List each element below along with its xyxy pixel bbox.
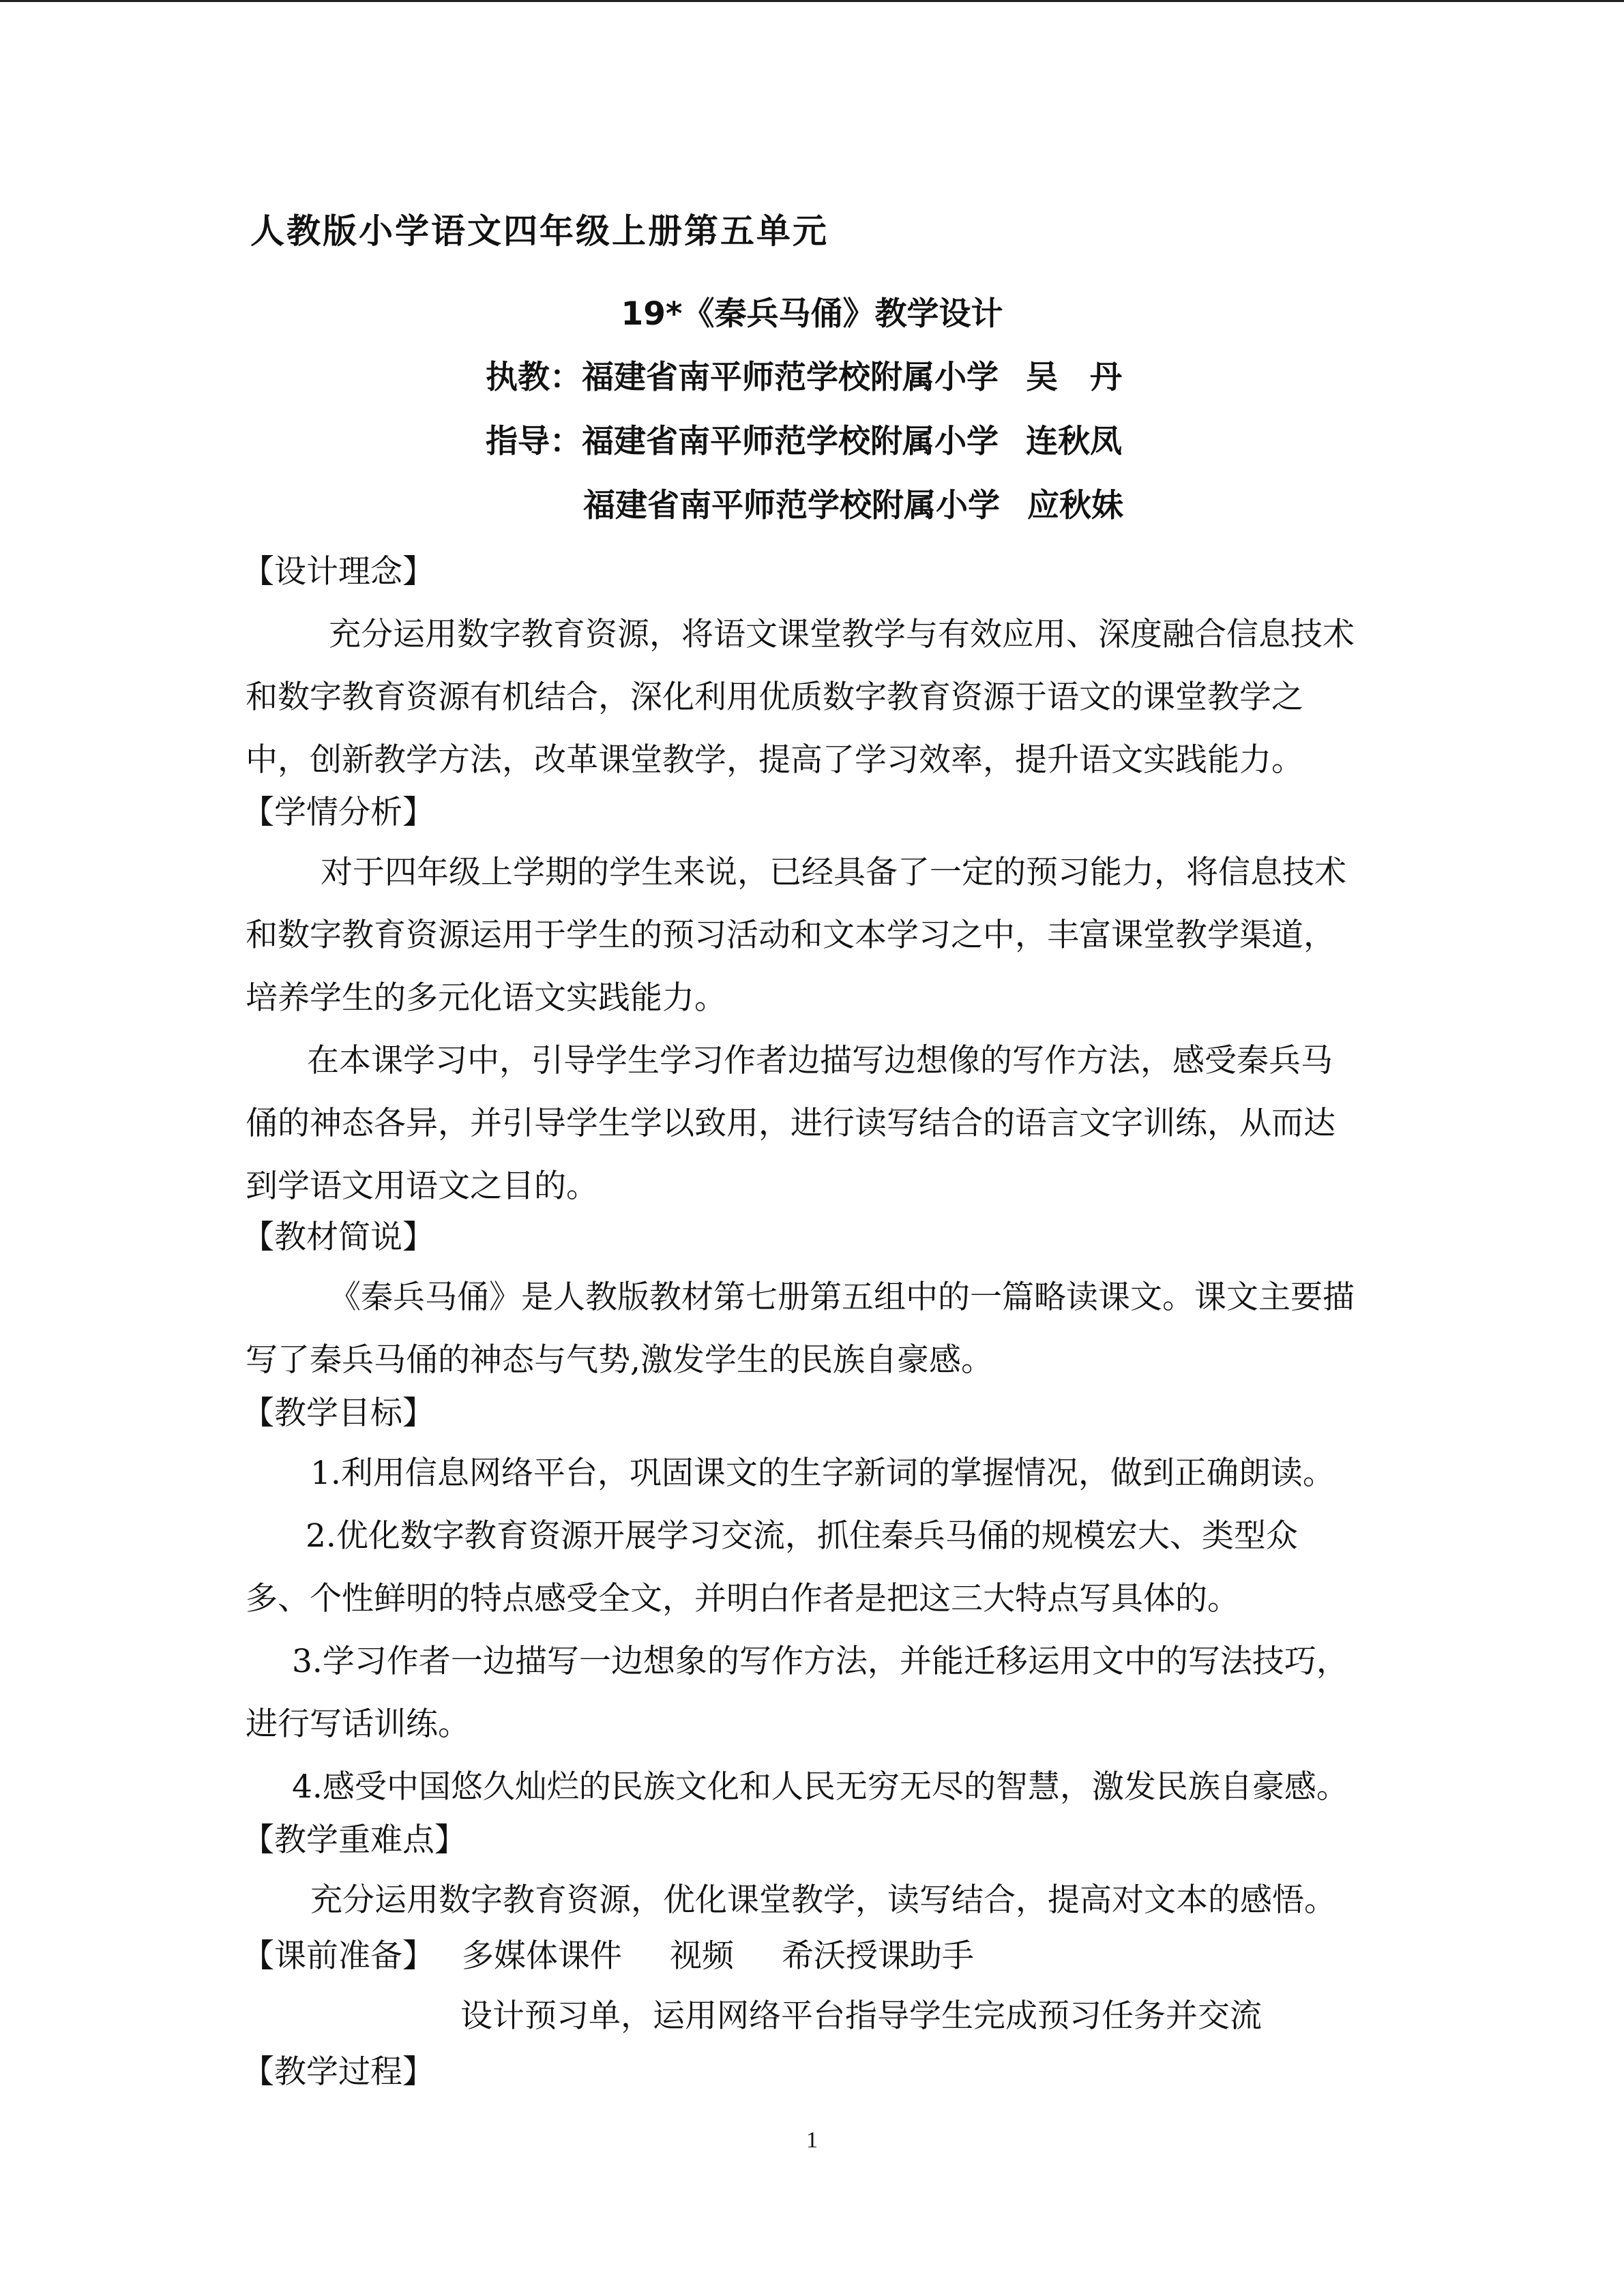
paragraph-line: 和数字教育资源运用于学生的预习活动和文本学习之中，丰富课堂教学渠道，	[246, 916, 1335, 954]
paragraph-line: 培养学生的多元化语文实践能力。	[246, 979, 726, 1017]
prep-item: 多媒体课件	[462, 1937, 622, 1975]
goal-item: 2.优化数字教育资源开展学习交流，抓住秦兵马俑的规模宏大、类型众	[306, 1517, 1298, 1555]
prep-item: 视频	[670, 1937, 734, 1975]
section-heading-prep: 【课前准备】	[242, 1937, 434, 1975]
document-title: 19*《秦兵马俑》教学设计	[621, 295, 1003, 333]
paragraph-line: 到学语文用语文之目的。	[246, 1167, 598, 1205]
section-heading-goals: 【教学目标】	[242, 1395, 434, 1432]
guide-line-1	[486, 421, 1122, 463]
goal-item: 3.学习作者一边描写一边想象的写作方法，并能迁移运用文中的写法技巧，	[292, 1643, 1348, 1680]
unit-heading: 人教版小学语文四年级上册第五单元	[250, 211, 829, 251]
paragraph-line: 对于四年级上学期的学生来说，已经具备了一定的预习能力，将信息技术	[321, 854, 1346, 891]
teacher-label: 执教：	[486, 359, 582, 396]
teacher-name: 吴 丹	[1026, 359, 1122, 396]
page-top-border	[0, 0, 1624, 2]
guide-school: 福建省南平师范学校附属小学	[582, 423, 999, 460]
paragraph-line: 充分运用数字教育资源，优化课堂教学，读写结合，提高对文本的感悟。	[310, 1881, 1336, 1919]
paragraph-line: 写了秦兵马俑的神态与气势,激发学生的民族自豪感。	[246, 1341, 993, 1379]
section-heading-key-points: 【教学重难点】	[242, 1821, 467, 1859]
section-heading-analysis: 【学情分析】	[242, 794, 434, 831]
paragraph-line: 充分运用数字教育资源，将语文课堂教学与有效应用、深度融合信息技术	[329, 616, 1355, 653]
goal-item-continued: 多、个性鲜明的特点感受全文，并明白作者是把这三大特点写具体的。	[246, 1580, 1239, 1617]
goal-item: 1.利用信息网络平台，巩固课文的生字新词的掌握情况，做到正确朗读。	[310, 1455, 1335, 1492]
page-number: 1	[806, 2128, 818, 2153]
section-heading-process: 【教学过程】	[242, 2053, 434, 2091]
section-heading-concept: 【设计理念】	[242, 553, 434, 591]
teacher-line	[486, 357, 1122, 399]
guide-line-2	[583, 485, 1123, 527]
paragraph-line: 在本课学习中，引导学生学习作者边描写边想像的写作方法，感受秦兵马	[307, 1042, 1333, 1079]
guide-name: 连秋凤	[1026, 423, 1122, 460]
prep-line-2: 设计预习单，运用网络平台指导学生完成预习任务并交流	[460, 1997, 1262, 2035]
guide-school: 福建省南平师范学校附属小学	[583, 487, 1000, 524]
guide-label: 指导：	[486, 423, 582, 460]
guide-name: 应秋妹	[1027, 487, 1123, 524]
paragraph-line: 中，创新教学方法，改革课堂教学，提高了学习效率，提升语文实践能力。	[246, 741, 1303, 779]
paragraph-line: 和数字教育资源有机结合，深化利用优质数字教育资源于语文的课堂教学之	[246, 679, 1303, 716]
paragraph-line: 俑的神态各异，并引导学生学以致用，进行读写结合的语言文字训练，从而达	[246, 1105, 1335, 1142]
prep-line	[242, 1935, 974, 1978]
prep-item: 希沃授课助手	[782, 1937, 974, 1975]
goal-item-continued: 进行写话训练。	[246, 1705, 470, 1743]
paragraph-line: 《秦兵马俑》是人教版教材第七册第五组中的一篇略读课文。课文主要描	[329, 1279, 1355, 1316]
goal-item: 4.感受中国悠久灿烂的民族文化和人民无穷无尽的智慧，激发民族自豪感。	[292, 1768, 1348, 1806]
teacher-school: 福建省南平师范学校附属小学	[582, 359, 999, 396]
section-heading-material: 【教材简说】	[242, 1219, 434, 1256]
